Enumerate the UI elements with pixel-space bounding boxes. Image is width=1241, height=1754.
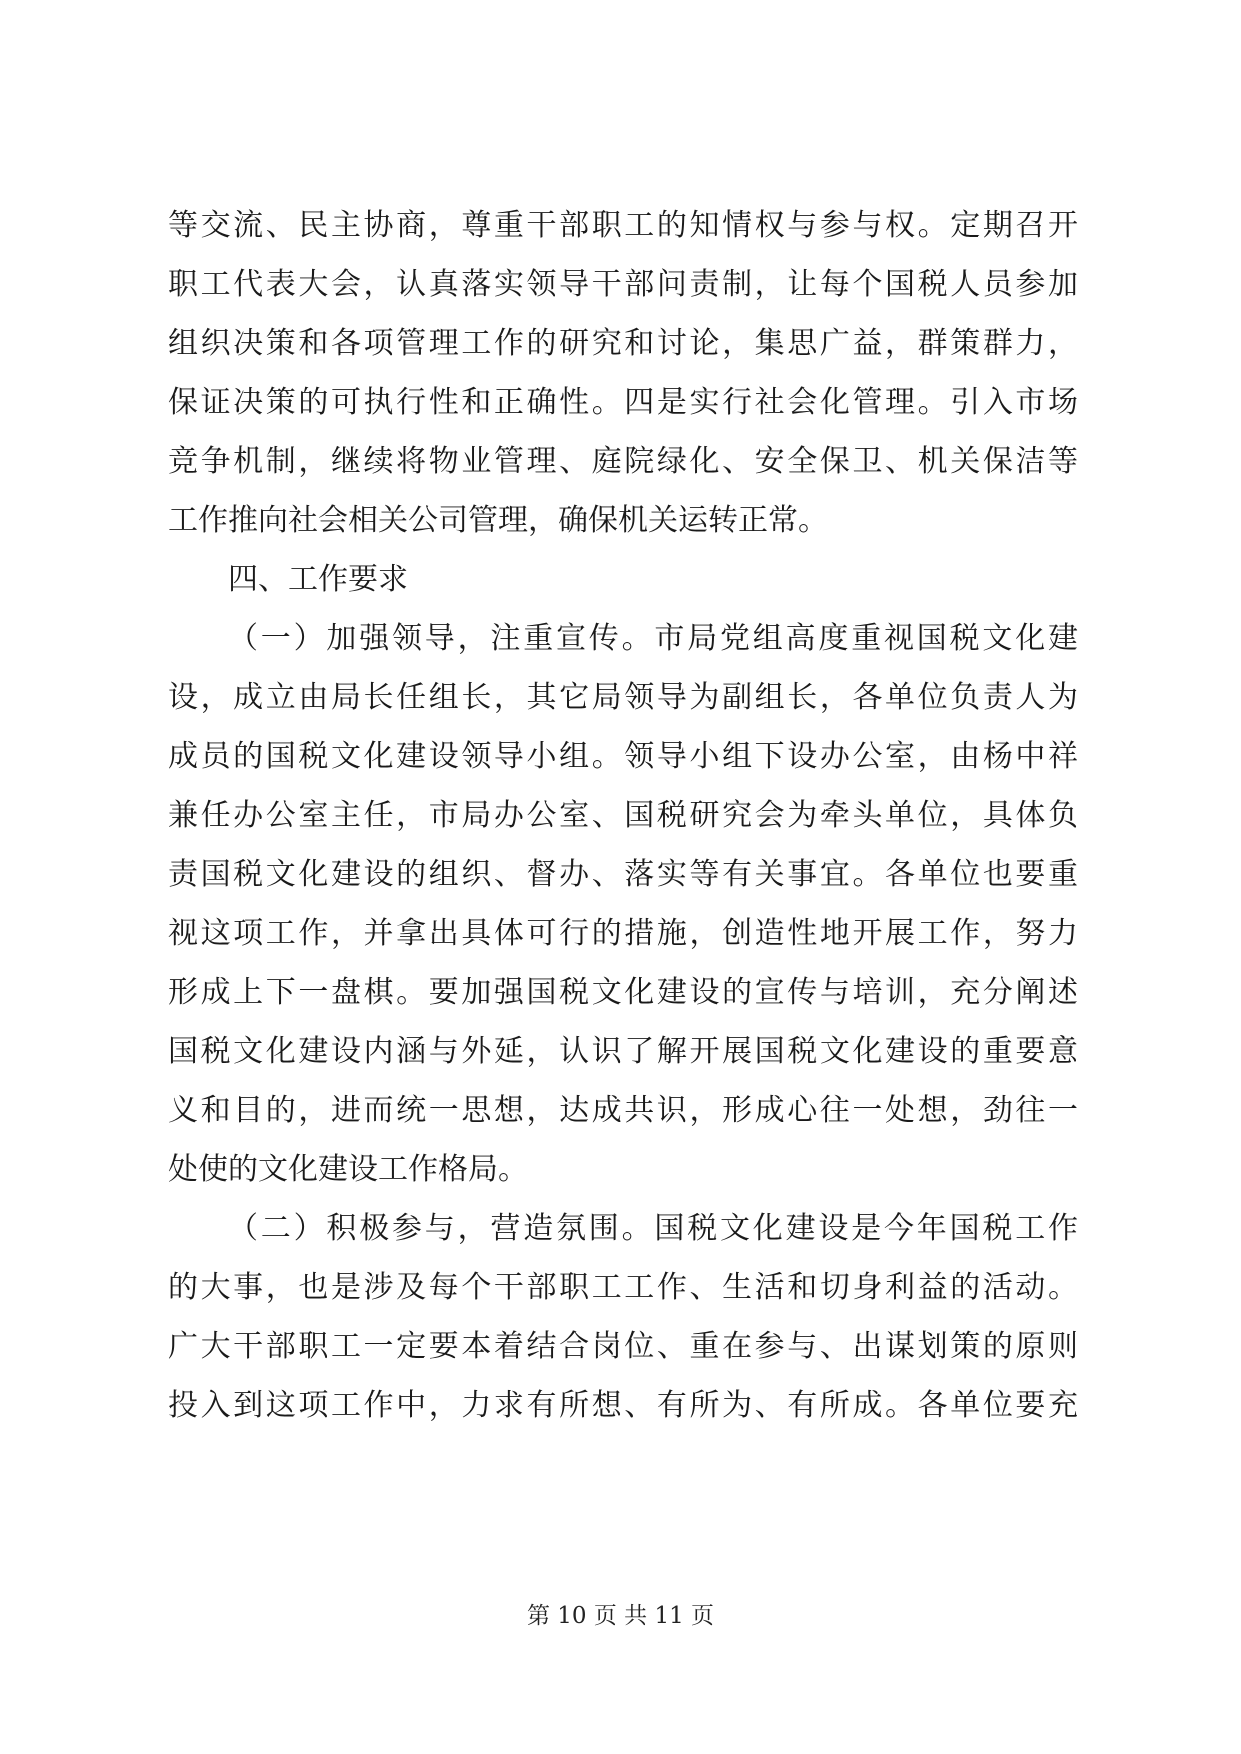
text-line: 形成上下一盘棋。要加强国税文化建设的宣传与培训，充分阐述 <box>168 975 1078 1010</box>
text-line: 责国税文化建设的组织、督办、落实等有关事宜。各单位也要重 <box>168 857 1078 892</box>
text-line: 广大干部职工一定要本着结合岗位、重在参与、出谋划策的原则 <box>168 1329 1078 1364</box>
text-line: 兼任办公室主任，市局办公室、国税研究会为牵头单位，具体负 <box>168 798 1078 833</box>
text-line: 设，成立由局长任组长，其它局领导为副组长，各单位负责人为 <box>168 680 1078 715</box>
text-line: （二）积极参与，营造氛围。国税文化建设是今年国税工作 <box>228 1211 1078 1246</box>
text-line: 处使的文化建设工作格局。 <box>168 1152 528 1187</box>
page-number-footer: 第 10 页 共 11 页 <box>526 1603 715 1629</box>
text-line: 国税文化建设内涵与外延，认识了解开展国税文化建设的重要意 <box>168 1034 1078 1069</box>
text-line: （一）加强领导，注重宣传。市局党组高度重视国税文化建 <box>228 621 1078 656</box>
text-line: 视这项工作，并拿出具体可行的措施，创造性地开展工作，努力 <box>168 916 1078 951</box>
text-line: 保证决策的可执行性和正确性。四是实行社会化管理。引入市场 <box>168 385 1078 420</box>
text-line: 竞争机制，继续将物业管理、庭院绿化、安全保卫、机关保洁等 <box>168 444 1078 479</box>
text-line: 投入到这项工作中，力求有所想、有所为、有所成。各单位要充 <box>168 1388 1078 1423</box>
text-line: 的大事，也是涉及每个干部职工工作、生活和切身利益的活动。 <box>168 1270 1078 1305</box>
text-line: 职工代表大会，认真落实领导干部问责制，让每个国税人员参加 <box>168 267 1078 302</box>
text-line: 等交流、民主协商，尊重干部职工的知情权与参与权。定期召开 <box>168 208 1078 243</box>
section-heading: 四、工作要求 <box>228 562 408 597</box>
text-line: 义和目的，进而统一思想，达成共识，形成心往一处想，劲往一 <box>168 1093 1078 1128</box>
text-line: 成员的国税文化建设领导小组。领导小组下设办公室，由杨中祥 <box>168 739 1078 774</box>
text-line: 工作推向社会相关公司管理，确保机关运转正常。 <box>168 503 828 538</box>
text-line: 组织决策和各项管理工作的研究和讨论，集思广益，群策群力， <box>168 326 1078 361</box>
